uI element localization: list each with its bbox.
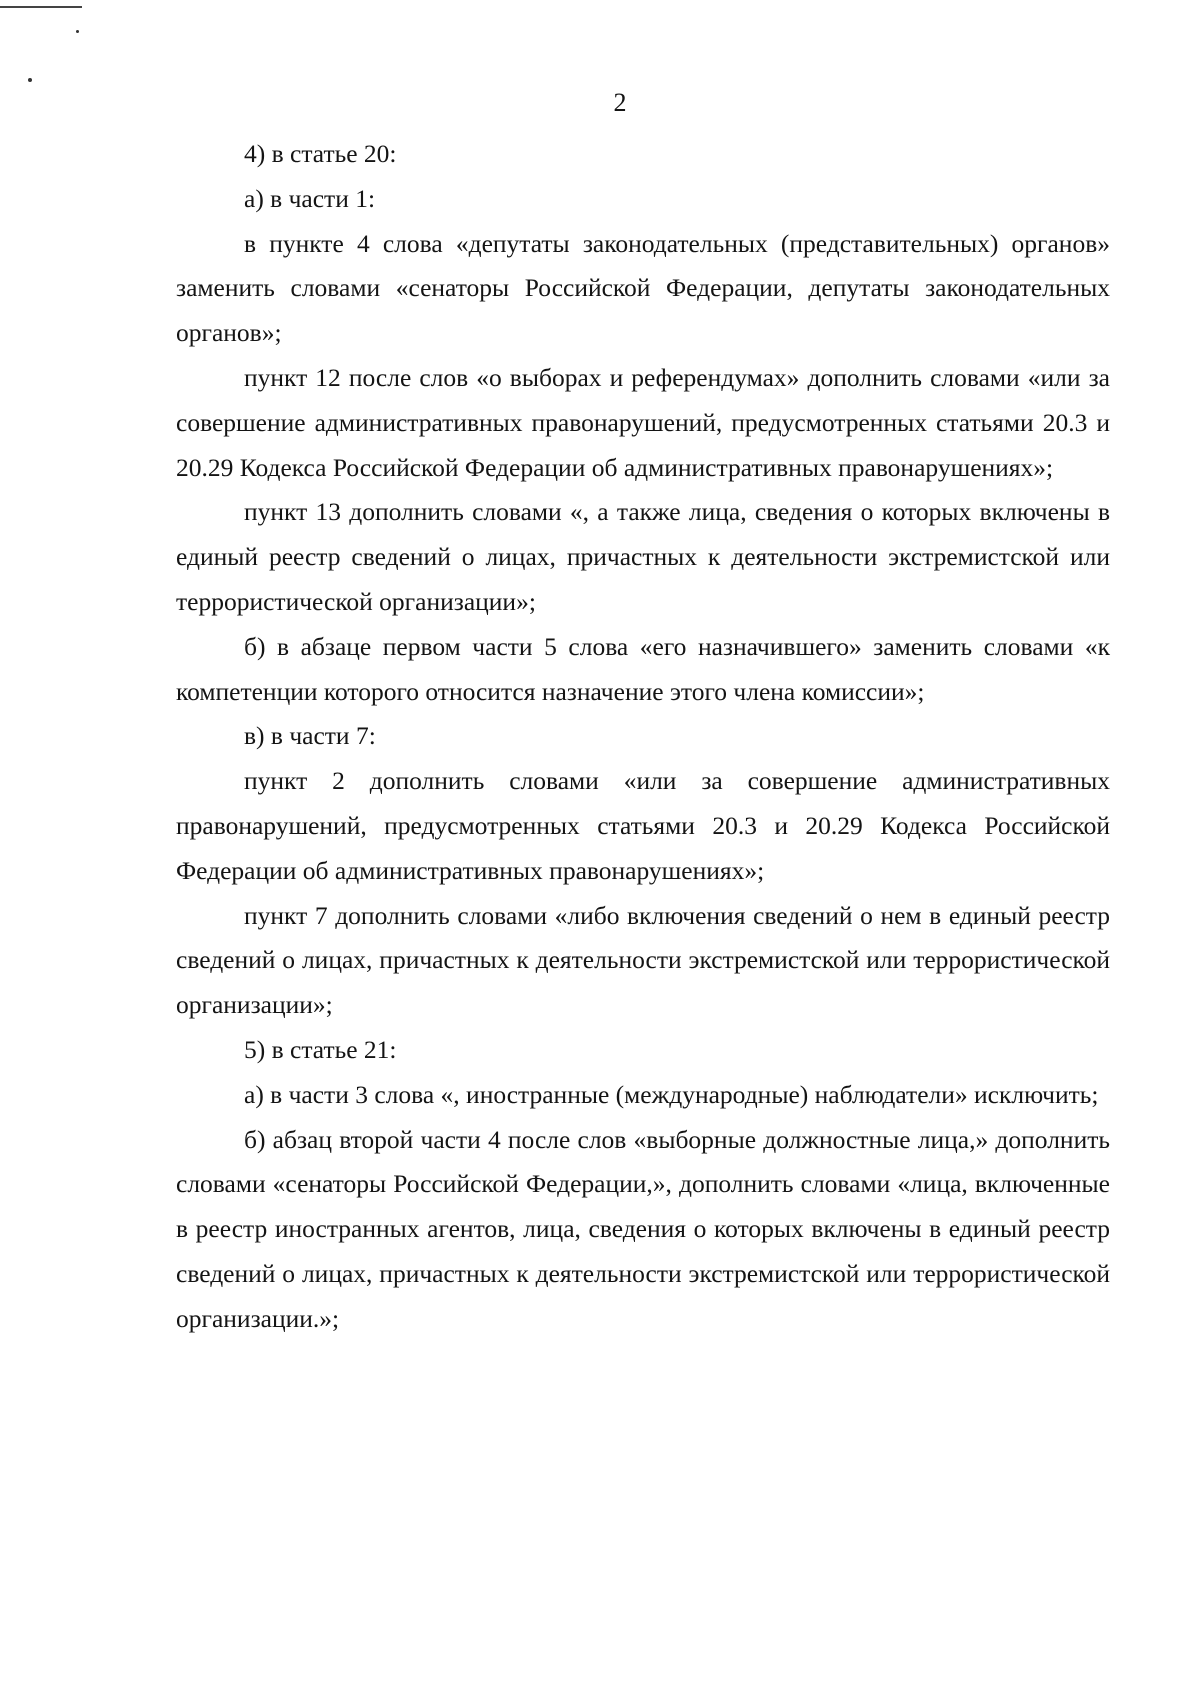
paragraph-point-12: пункт 12 после слов «о выборах и референдумах» дополнить словами «или за совершение административных правонарушений, предусмотренных статьями 20.3 и 20.29 Кодекса Российской Федерации об административных правонарушениях»;: [176, 362, 1110, 482]
paragraph-point-13: пункт 13 дополнить словами «, а также лица, сведения о которых включены в единый реестр сведений о лицах, причастных к деятельности экстремистской или террористической организации»;: [176, 497, 1110, 616]
paragraph-part-3: а) в части 3 слова «, иностранные (международные) наблюдатели» исключить;: [244, 1079, 1099, 1109]
paragraph-article-20: 4) в статье 20:: [244, 139, 397, 168]
paragraph-part-1: а) в части 1:: [244, 183, 376, 213]
paragraph-point-7: пункт 7 дополнить словами «либо включения сведений о нем в единый реестр сведений о лицах, причастных к деятельности экстремистской или террористической организации»;: [176, 900, 1110, 1020]
paragraph-point-2: пункт 2 дополнить словами «или за совершение административных правонарушений, предусмотренных статьями 20.3 и 20.29 Кодекса Российской Федерации об административных правонарушениях»;: [176, 766, 1110, 885]
scan-artifact-dot: [76, 30, 79, 33]
paragraph-part-4: б) абзац второй части 4 после слов «выборные должностные лица,» дополнить словами «сенаторы Российской Федерации,», дополнить словами «лица, включенные в реестр иностранных агентов, лица, сведения о которых включены в единый реестр сведений о лицах, причастных к деятельности экстремистской или террористической организации.»;: [176, 1124, 1110, 1333]
document-body: [176, 132, 1110, 1342]
paragraph-part-7: в) в части 7:: [244, 721, 376, 751]
scan-artifact-dot: [28, 78, 32, 82]
paragraph-article-21: 5) в статье 21:: [244, 1034, 397, 1064]
paragraph-point-4: в пункте 4 слова «депутаты законодательных (представительных) органов» заменить словами «сенаторы Российской Федерации, депутаты законодательных органов»;: [176, 228, 1110, 348]
paragraph-part-5: б) в абзаце первом части 5 слова «его назначившего» заменить словами «к компетенции которого относится назначение этого члена комиссии»;: [176, 631, 1110, 706]
page-number: 2: [613, 88, 627, 117]
scan-artifact-line: [0, 6, 82, 8]
